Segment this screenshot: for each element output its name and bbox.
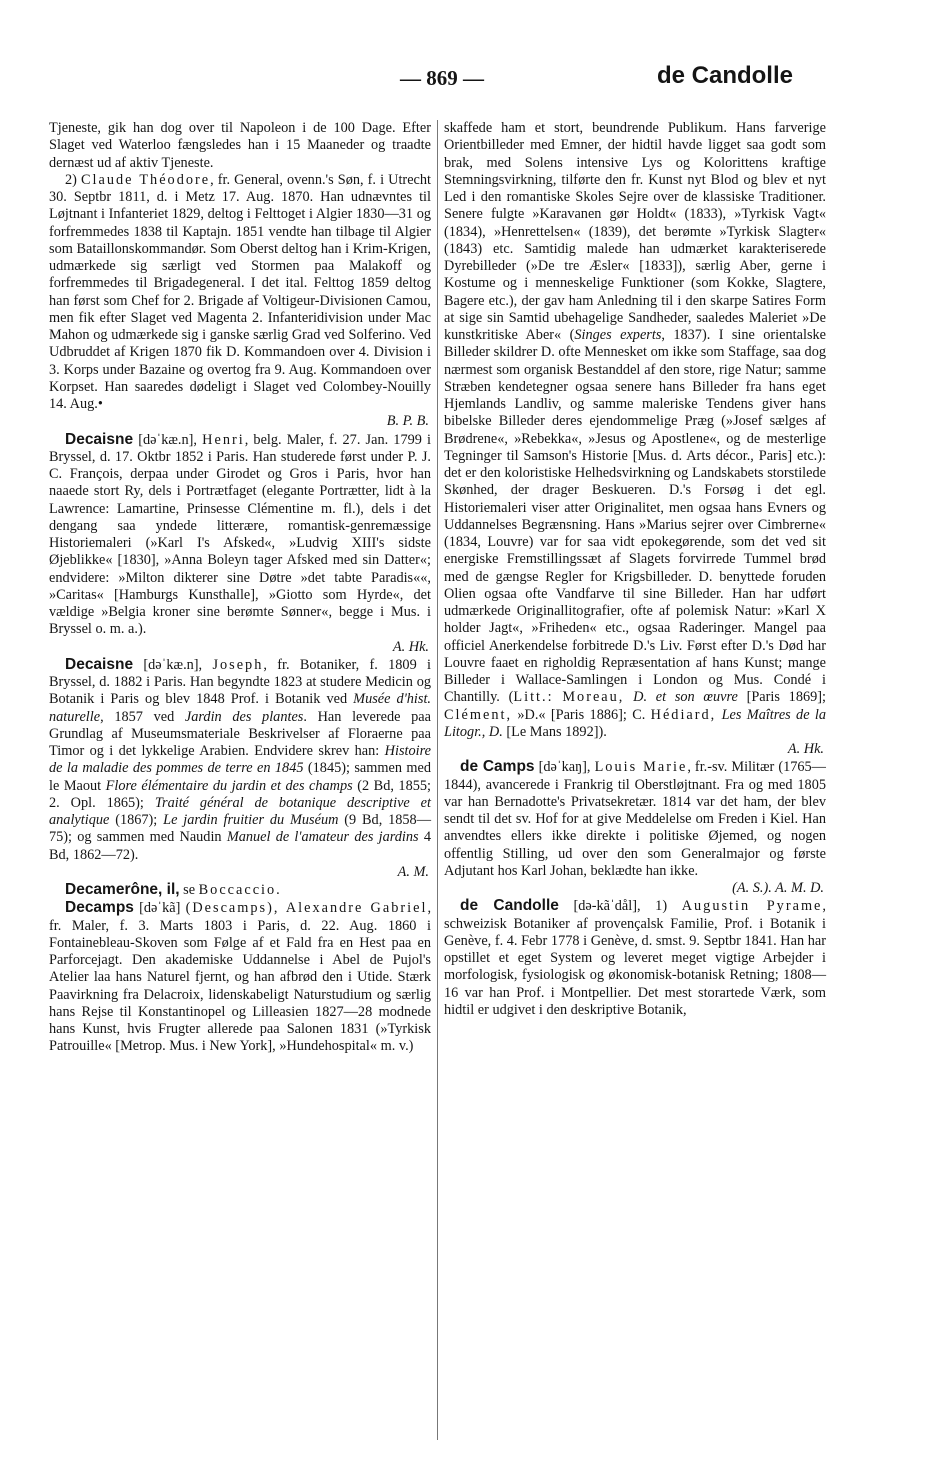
page-number: — 869 —	[400, 66, 484, 90]
literature-label: Litt.:	[513, 689, 554, 706]
headword: Decaisne	[65, 655, 134, 673]
pronunciation: [dəˈkã]	[139, 900, 181, 917]
entry-decamerone: Decamerône, il, se Boccaccio.	[65, 881, 282, 898]
entry-decamps-continuation: skaffede ham et stort, beundrende Publikum. Hans farverige Orientbilleder med Emner, der hidtil havde ligget saa godt som brak, med Solens intensive Lys og Kolorittens kraftige Stemningsvirkning, tilførte den fr. Kunst nyt Blod og blev et nyt Led i den romantiske Skoles Sejre over de klassiske Traditioner. Senere fulgte »Karavanen gør Holdt« (1833), »Tyrkisk Vagt« (1834), »Henrettelsen« (1839), det berømte »Tyrkisk Slagter« (1843) etc. Samtidig malede han udmærket karakteriserede Dyrebilleder (»De tre Æsler« [1833]), særlig Aber, gerne i Kostume og i menneskelige Funktioner (som Kokke, Slagtere, Bagere etc.), der gav ham Anledning til i den skarpe Satires Form at sige sin Samtid ubehagelige Sandheder, saaledes Maleriet »De kunstkritiske Aber« (Singes experts, 1837). I sine orientalske Billeder skildrer D. ofte Mennesket om ikke som Staffage, saa dog nærmest som organisk Bestanddel af den store, rige Natur; samme Stræben kendetegner ogsaa senere hans Billeder fra hans eget Hjemlands Landliv, og samme maleriske Tendens giver hans bibelske Billeder deres ejendommelige Præg (»Josef sælges af Brødrene«, »Rebekka«, »Jesus og Apostlene«, og de mesterlige Tegninger til Samson's Historie [Mus. d. Arts décor., Paris] etc.): det er den koloristiske Helhedsvirkning og Landskabets storstilede Skønhed, der drager Beskueren. D.'s Forsøg i det egl. Historiemaleri viser atter Originalitet, men ogsaa hans Evners og Uddannelses Begrænsning. Hans »Marius sejrer over Cimbrerne« (1834, Louvre) var for saa vidt epokegørende, som det ved sit energiske Fremstillingssæt af Slagets forvirrede Tummel brød med de gængse Regler for Krigsbilleder. D. benyttede foruden Olien ogsaa ofte Vandfarve til sine Billeder. Han har udført udmærkede Originallitografier, ofte af polemisk Natur: »Karl X holder Jagt«, »Friheden« etc., ogsaa Raderinger. Mangel paa officiel Anerkendelse forbitrede D.'s Liv. Først efter D.'s Død har Louvre faaet en righoldig Repræsentation af hans Kunst; mange Billeder i Wallace-Samlingen i London og Mus. Condé i Chantilly. (Litt.: Moreau, D. et son œuvre [Paris 1869]; Clément, »D.« [Paris 1886]; C. Hédiard, Les Maîtres de la Litogr., D. [Le Mans 1892]). A. Hk.	[444, 120, 827, 757]
entry-name: Augustin Pyrame	[681, 898, 823, 915]
entry-decaisne-joseph: Decaisne [dəˈkæ.n], Joseph, fr. Botaniker, f. 1809 i Bryssel, d. 1882 i Paris. Han begyndte 1823 at studere Medicin og Botanik i Paris og blev 1848 Prof. i Botanik ved Musée d'hist. naturelle, 1857 ved Jardin des plantes. Han leverede paa Grundlag af Museumsmateriale Beskrivelser af Floraerne paa Timor og i det lykkelige Arabien. Endvidere skrev han: Histoire de la maladie des pommes de terre en 1845 (1845); sammen med le Maout Flore élémentaire du jardin et des champs (2 Bd, 1855; 2. Opl. 1865); Traité général de botanique descriptive et analytique (1867); Le jardin fruitier du Muséum (9 Bd, 1858—75); og sammen med Naudin Manuel de l'amateur des jardins 4 Bd, 1862—72). A. M.	[49, 655, 432, 880]
author-signature: A. M.	[397, 863, 429, 880]
entry-de-candolle: de Candolle [də-kãˈdål], 1) Augustin Pyrame, schweizisk Botaniker af provençalsk Familie, Prof. i Botanik i Genève, f. 4. Febr 1778 i Genève, d. smst. 9. Septbr 1841. Han har opstillet et eget System og leveret meget vigtige Arbejder i morfologisk, fysiologisk og økonomisk-botanisk Retning; 1808—16 var han Prof. i Montpellier. Det mest storartede Værk, som hidtil er udgivet i den deskriptive Botanik,	[444, 897, 826, 1018]
headword: Decaisne	[65, 430, 134, 448]
author-signature: B. P. B.	[386, 413, 429, 430]
pronunciation: [də-kãˈdål],	[573, 898, 641, 915]
entry-name: Henri	[202, 431, 245, 448]
author-signature: A. Hk.	[392, 638, 429, 655]
left-column	[49, 120, 431, 1056]
running-head: de Candolle	[656, 62, 793, 89]
entry-de-camps: de Camps [dəˈkaŋ], Louis Marie, fr.-sv. Militær (1765—1844), avancerede i Frankrig til Oberstløjtnant. Fra og med 1805 var han Bernadotte's Privatsekretær. 1814 var det ham, der blev sendt til det sv. Hof for at give Meddelelse om Freden i Kiel. Han anvendtes ellers ikke direkte i politiske Øjemed, og nogen offentlig Stilling, ud over den som Generalmajor og første Adjutant hos Karl Johan, beklædte han ikke. (A. S.). A. M. D.	[444, 758, 826, 896]
pronunciation: [dəˈkaŋ],	[538, 759, 591, 776]
headword: Decamps	[65, 899, 134, 917]
headword: de Camps	[460, 758, 535, 776]
entry-name: Joseph	[212, 656, 264, 673]
entry-name: (Descamps), Alexandre Gabriel	[185, 900, 428, 917]
pronunciation: [dəˈkæ.n],	[138, 431, 197, 448]
headword: de Candolle	[460, 897, 559, 915]
right-column	[444, 120, 826, 1019]
entry-decaisne-henri: Decaisne [dəˈkæ.n], Henri, belg. Maler, f. 27. Jan. 1799 i Bryssel, d. 17. Oktbr 1852 i Paris. Han studerede først under P. J. C. François, derpaa under Girodet og Gros i Paris, hvor han naaede stort Ry, dels i Portrætfaget (elegante Portrætter, lidt à la Lawrence: Lamartine, Prinsesse Clémentine m. fl.), dels i det dengang saa yndede litterære, romantisk-genremæssige Historiemaleri (»Karl I's Afsked«, »Ludvig XIII's sidste Øjeblikke« [1830], »Anna Boleyn tager Afsked med sin Datter«; endvidere: »Milton dikterer sine Døtre »det tabte Paradis««, »Caritas« [Hamburgs Kunsthalle], »Giotto som Hyrde«, det vældige »Belgia kroner sine berømte Sønner«, begge i Mus. i Bryssel o. m. a.). A. Hk.	[49, 430, 432, 655]
author-signature: (A. S.). A. M. D.	[732, 880, 824, 896]
cross-reference: Boccaccio.	[198, 882, 282, 898]
entry-name: Claude Théodore	[81, 171, 211, 188]
paragraph-continuation: Tjeneste, gik han dog over til Napoleon i de 100 Dage. Efter Slaget ved Waterloo fængsledes han i 15 Maaneder og traadte dernæst ud af aktiv Tjeneste.	[49, 120, 431, 171]
headword: Decamerône, il,	[65, 881, 180, 898]
author-signature: A. Hk.	[787, 741, 824, 757]
entry-decamps: Decamps [dəˈkã] (Descamps), Alexandre Gabriel, fr. Maler, f. 3. Marts 1803 i Paris, d. 22. Aug. 1860 i Fontainebleau-Skoven som Følge af et Fald fra en Hest paa en Parforcejagt. Den akademiske Uddannelse i Abel de Pujol's Atelier laa hans Naturel fjernt, og han afbrød den i Utide. Stærk Paavirkning fra Delacroix, lidenskabeligt Naturstudium og særlig hans Rejse til Konstantinopel og Lilleasien 1827—28 modnede hans Kunst, hvis Frugter allerede paa Salonen 1831 (»Tyrkisk Patrouille« [Metrop. Mus. i New York], »Hundehospital« m. v.)	[49, 899, 432, 1055]
page-header	[50, 62, 793, 98]
pronunciation: [dəˈkæ.n],	[143, 656, 203, 673]
entry-claude-theodore: 2) Claude Théodore, fr. General, ovenn.'s Søn, f. i Utrecht 30. Septbr 1811, d. i Metz 17. Aug. 1870. Han udnævntes til Løjtnant i Infanteriet 1829, deltog i Felttoget i Algier 1830—31 og forfremmedes 1838 til Kaptajn. 1851 vendte han tilbage til Algier som Bataillonskommandør. Som Oberst deltog han i Krim-Krigen, udmærkede sig særligt ved Stormen paa Malakoff og forfremmedes til Brigadegeneral. I det ital. Felttog 1859 deltog han først som Chef for 2. Brigade af Voltigeur-Divisionen Camou, men fik efter Slaget ved Magenta 2. Infanteridivision under Mac Mahon og udmærkede sig i ganske særlig Grad ved Solferino. Ved Udbruddet af Krigen 1870 fik D. Kommandoen over 4. Division i 3. Korps under Bazaine og overtog fra 9. Aug. Kommandoen over Korpset. Han saaredes dødeligt i Slaget ved Colombey-Nouilly 14. Aug.• B. P. B.	[49, 171, 432, 430]
entry-name: Louis Marie	[594, 759, 688, 776]
column-divider	[437, 120, 438, 1440]
